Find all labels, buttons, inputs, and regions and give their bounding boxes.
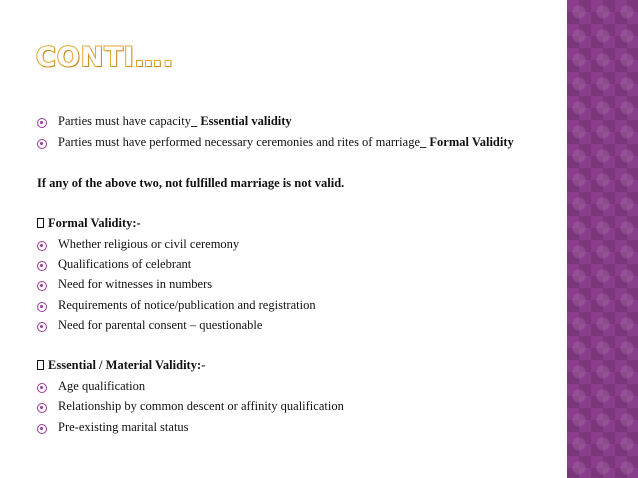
bullet-icon bbox=[37, 302, 47, 312]
bullet-text: Parties must have performed necessary ceremonies and rites of marriage bbox=[58, 135, 421, 149]
formal-item: Requirements of notice/publication and registration bbox=[58, 298, 316, 312]
bullet-icon bbox=[37, 383, 47, 393]
bullet-icon bbox=[37, 403, 47, 413]
bullet-icon bbox=[37, 281, 47, 291]
box-glyph-icon bbox=[37, 360, 44, 370]
essential-heading-text: Essential / Material Validity:- bbox=[48, 358, 206, 372]
bullet-icon bbox=[37, 139, 47, 149]
bullet-icon bbox=[37, 424, 47, 434]
formal-item: Need for witnesses in numbers bbox=[58, 277, 213, 291]
formal-item: Need for parental consent – questionable bbox=[58, 318, 263, 332]
validity-statement: If any of the above two, not fulfilled marriage is not valid. bbox=[37, 176, 345, 190]
formal-validity-heading bbox=[37, 216, 141, 231]
essential-item: Age qualification bbox=[58, 379, 146, 393]
essential-item: Relationship by common descent or affinity qualification bbox=[58, 399, 344, 413]
bullet-icon bbox=[37, 322, 47, 332]
bullet-text: Parties must have capacity bbox=[58, 114, 191, 128]
formal-item: Qualifications of celebrant bbox=[58, 257, 192, 271]
bullet-item bbox=[58, 114, 292, 129]
essential-validity-heading bbox=[37, 358, 205, 373]
bullet-icon bbox=[37, 118, 47, 128]
bullet-icon bbox=[37, 241, 47, 251]
essential-item: Pre-existing marital status bbox=[58, 420, 189, 434]
slide-title: CONTI…. bbox=[36, 42, 175, 73]
bullet-item bbox=[58, 135, 514, 150]
formal-heading-text: Formal Validity:- bbox=[48, 216, 141, 230]
bullet-bold-text: _ Formal Validity bbox=[420, 135, 514, 149]
box-glyph-icon bbox=[37, 218, 44, 228]
formal-item: Whether religious or civil ceremony bbox=[58, 237, 240, 251]
bullet-icon bbox=[37, 261, 47, 271]
decorative-side-band bbox=[567, 0, 638, 478]
bullet-bold-text: _ Essential validity bbox=[190, 114, 292, 128]
